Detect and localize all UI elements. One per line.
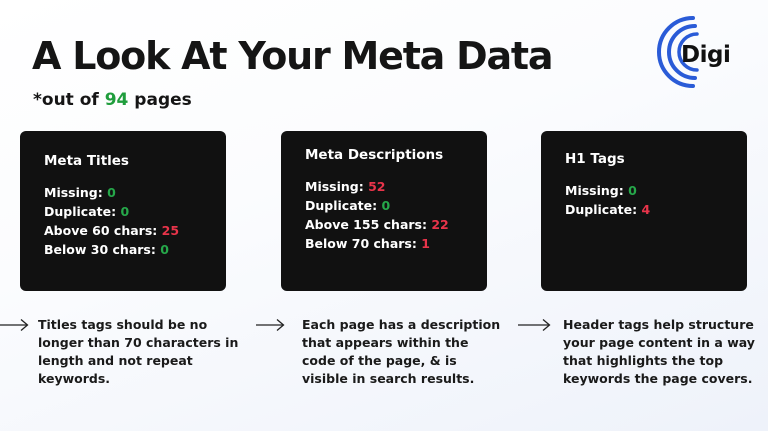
arrow-right-icon <box>0 318 30 332</box>
metric-value: 1 <box>421 236 430 251</box>
arrow-right-icon <box>518 318 552 332</box>
metric-label: Duplicate: <box>44 204 121 219</box>
note-meta-descriptions: Each page has a description that appears within the code of the page, & is visible in search results. <box>302 317 501 386</box>
metric-value: 0 <box>381 198 391 213</box>
metric-value: 52 <box>368 179 386 194</box>
page-count: 94 <box>104 90 129 110</box>
page-subtitle <box>33 90 192 110</box>
metric-below-30 <box>44 240 226 259</box>
metric-value: 0 <box>628 183 637 198</box>
metric-missing <box>565 181 747 200</box>
metric-label: Duplicate: <box>305 198 382 213</box>
digi-logo <box>653 14 741 90</box>
metric-label: Above 155 chars: <box>305 217 432 232</box>
note-meta-titles: Titles tags should be no longer than 70 characters in length and not repeat keywords. <box>38 317 239 386</box>
metric-label: Below 70 chars: <box>305 236 422 251</box>
metric-duplicate <box>44 202 226 221</box>
metric-value: 0 <box>120 204 130 219</box>
subtitle-suffix: pages <box>128 90 192 110</box>
metric-missing <box>305 177 487 196</box>
metric-value: 4 <box>641 202 651 217</box>
metric-label: Above 60 chars: <box>44 223 162 238</box>
metric-label: Missing: <box>305 179 369 194</box>
metric-label: Missing: <box>565 183 629 198</box>
metric-value: 25 <box>161 223 180 238</box>
card-title: Meta Titles <box>44 153 129 169</box>
card-title: H1 Tags <box>565 151 625 167</box>
metric-duplicate <box>305 196 487 215</box>
card-title: Meta Descriptions <box>305 147 444 163</box>
card-meta-descriptions <box>281 131 487 291</box>
card-meta-titles <box>20 131 226 291</box>
metric-value: 22 <box>431 217 449 232</box>
page-title: A Look At Your Meta Data <box>32 34 553 78</box>
logo-text: Digi <box>681 42 731 68</box>
metric-below-70 <box>305 234 487 253</box>
metric-duplicate <box>565 200 747 219</box>
card-h1-tags <box>541 131 747 291</box>
arrow-right-icon <box>256 318 286 332</box>
note-h1-tags: Header tags help structure your page content in a way that highlights the top keywords the page covers. <box>563 317 755 386</box>
metric-label: Missing: <box>44 185 108 200</box>
metric-above-60 <box>44 221 226 240</box>
metric-value: 0 <box>160 242 169 257</box>
subtitle-prefix: *out of <box>33 90 105 110</box>
metric-missing <box>44 183 226 202</box>
metric-above-155 <box>305 215 487 234</box>
metric-label: Below 30 chars: <box>44 242 161 257</box>
metric-value: 0 <box>107 185 116 200</box>
metric-label: Duplicate: <box>565 202 642 217</box>
